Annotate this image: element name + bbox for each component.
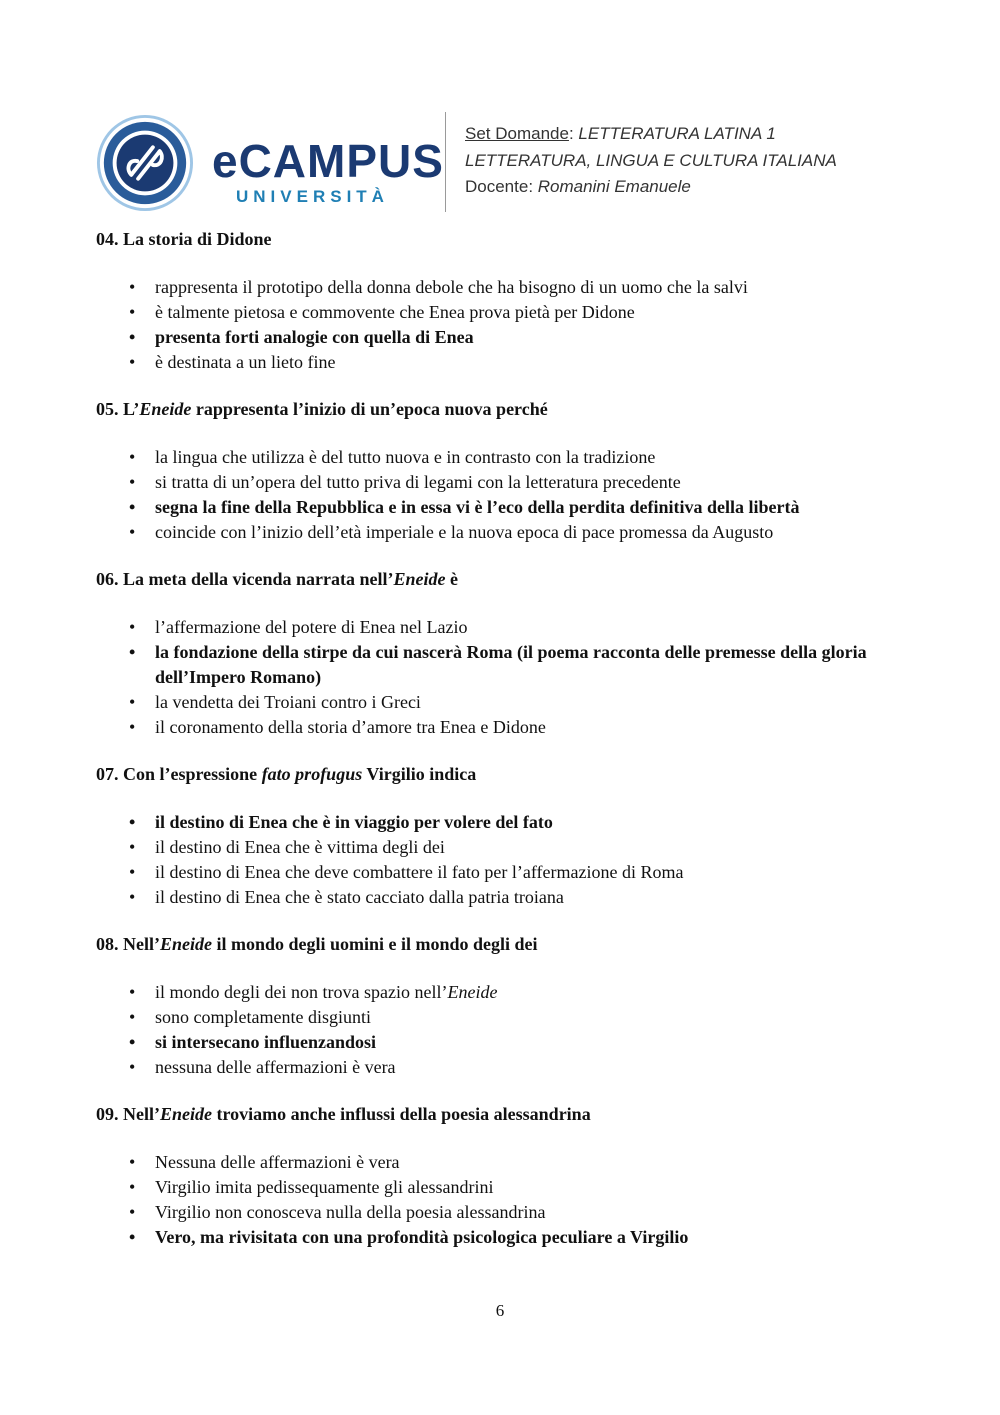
header-info (465, 121, 837, 201)
question-text-italic: Eneide (159, 934, 212, 954)
answer-option: • il coronamento della storia d’amore tra Enea e Didone (96, 715, 926, 740)
answer-option: • Virgilio non conosceva nulla della poesia alessandrina (96, 1200, 926, 1225)
answer-list (96, 1150, 926, 1250)
course-line-2-row (465, 148, 837, 175)
answer-option: • Nessuna delle affermazioni è vera (96, 1150, 926, 1175)
answer-option-correct: • si intersecano influenzandosi (96, 1030, 926, 1055)
answer-option-correct: • presenta forti analogie con quella di Enea (96, 325, 926, 350)
question-title (96, 1101, 926, 1127)
answer-option: • è destinata a un lieto fine (96, 350, 926, 375)
question-number: 09. (96, 1104, 119, 1124)
course-line-2: LETTERATURA, LINGUA E CULTURA ITALIANA (465, 150, 837, 170)
question-text-italic: Eneide (159, 1104, 212, 1124)
answer-option-correct: • il destino di Enea che è in viaggio per volere del fato (96, 810, 926, 835)
question-title (96, 931, 926, 957)
answer-list (96, 615, 926, 740)
question-number: 07. (96, 764, 119, 784)
ecampus-subtitle: UNIVERSITÀ (236, 187, 389, 206)
answer-option: • si tratta di un’opera del tutto priva di legami con la letteratura precedente (96, 470, 926, 495)
question-number: 06. (96, 569, 119, 589)
teacher-separator: : (528, 177, 538, 196)
set-line (465, 121, 837, 148)
question-text-part: rappresenta l’inizio di un’epoca nuova perché (191, 399, 548, 419)
question-title (96, 396, 926, 422)
question-text-part: troviamo anche influssi della poesia alessandrina (211, 1104, 591, 1124)
question-text-italic: Eneide (393, 569, 446, 589)
answer-option: • l’affermazione del potere di Enea nel Lazio (96, 615, 926, 640)
answer-option (96, 980, 926, 1005)
answer-option: • Virgilio imita pedissequamente gli alessandrini (96, 1175, 926, 1200)
answer-list (96, 810, 926, 910)
answer-option: • rappresenta il prototipo della donna debole che ha bisogno di un uomo che la salvi (96, 275, 926, 300)
answer-list (96, 980, 926, 1080)
question-text-part: è (445, 569, 458, 589)
question-title (96, 226, 926, 252)
question-text-part: Virgilio indica (362, 764, 477, 784)
answer-option: • la lingua che utilizza è del tutto nuova e in contrasto con la tradizione (96, 445, 926, 470)
set-label: Set Domande (465, 124, 569, 143)
set-separator: : (568, 124, 579, 143)
answer-option-correct: • segna la fine della Repubblica e in essa vi è l’eco della perdita definitiva della libertà (96, 495, 926, 520)
question-text-part: Nell’ (123, 934, 160, 954)
question-text-part: La meta della vicenda narrata nell’ (123, 569, 394, 589)
question-title (96, 761, 926, 787)
question-text-part: Nell’ (123, 1104, 160, 1124)
course-line-1: LETTERATURA LATINA 1 (578, 124, 776, 143)
answer-option: • è talmente pietosa e commovente che Enea prova pietà per Didone (96, 300, 926, 325)
ecampus-wordmark: eCAMPUS (212, 135, 444, 187)
question-title (96, 566, 926, 592)
question-text: La storia di Didone (123, 229, 272, 249)
question-text-italic: fato profugus (261, 764, 363, 784)
question-number: 08. (96, 934, 119, 954)
answer-list (96, 275, 926, 375)
questions-container (96, 226, 926, 1271)
answer-option: • la vendetta dei Troiani contro i Greci (96, 690, 926, 715)
page-header (96, 110, 916, 214)
header-divider (445, 112, 446, 212)
answer-option: • nessuna delle affermazioni è vera (96, 1055, 926, 1080)
answer-text-part: il mondo degli dei non trova spazio nell’ (155, 982, 448, 1002)
ecampus-emblem-icon (96, 114, 194, 212)
answer-option: • il destino di Enea che è vittima degli dei (96, 835, 926, 860)
teacher-label: Docente (465, 177, 529, 196)
question-text-italic: Eneide (139, 399, 192, 419)
question-number: 05. (96, 399, 119, 419)
question-text-part: L’ (123, 399, 140, 419)
teacher-name: Romanini Emanuele (537, 177, 691, 196)
answer-option: • sono completamente disgiunti (96, 1005, 926, 1030)
answer-option-correct: • la fondazione della stirpe da cui nascerà Roma (il poema racconta delle premesse della gloria dell’Impero Romano) (96, 640, 926, 690)
answer-option: • il destino di Enea che deve combattere il fato per l’affermazione di Roma (96, 860, 926, 885)
question-text-part: il mondo degli uomini e il mondo degli dei (211, 934, 538, 954)
question-text-part: Con l’espressione (123, 764, 262, 784)
answer-option-correct: • Vero, ma rivisitata con una profondità psicologica peculiare a Virgilio (96, 1225, 926, 1250)
question-number: 04. (96, 229, 119, 249)
answer-option: • il destino di Enea che è stato cacciato dalla patria troiana (96, 885, 926, 910)
answer-list (96, 445, 926, 545)
teacher-line (465, 174, 837, 201)
answer-option: • coincide con l’inizio dell’età imperiale e la nuova epoca di pace promessa da Augusto (96, 520, 926, 545)
page-number: 6 (495, 1301, 505, 1320)
answer-text-italic: Eneide (447, 982, 498, 1002)
